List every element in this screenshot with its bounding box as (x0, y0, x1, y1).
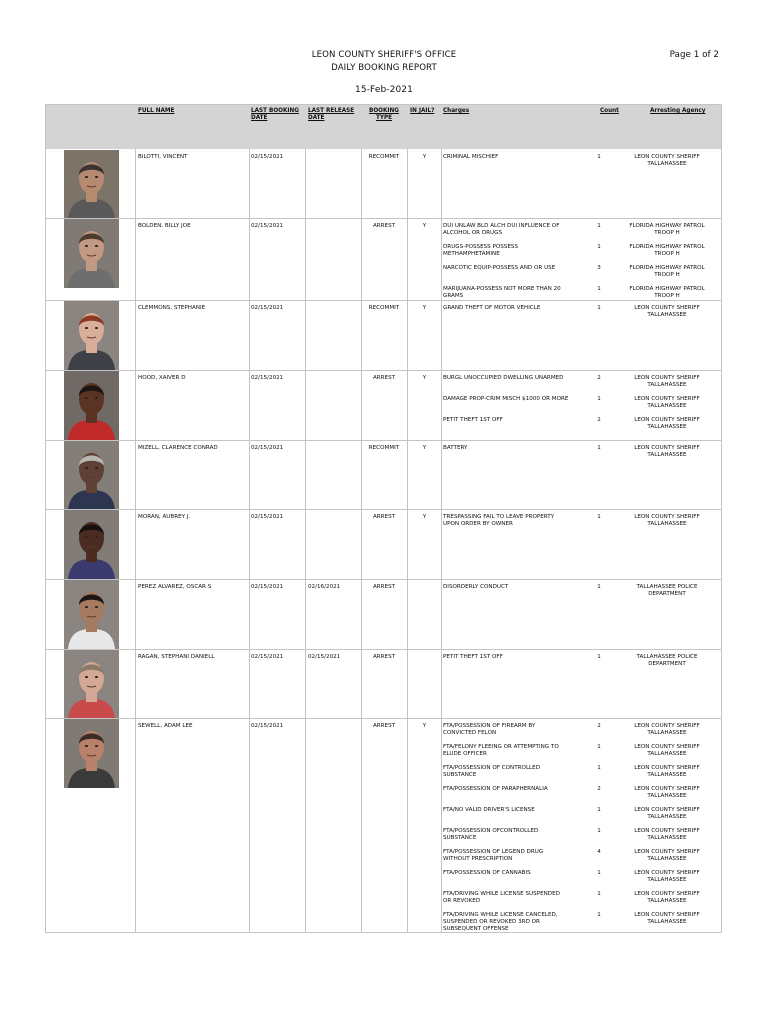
release-date: 02/15/2021 (308, 654, 341, 660)
col-header-name: FULL NAME (138, 108, 175, 114)
full-name: MIZELL, CLARENCE CONRAD (138, 445, 218, 451)
charge-description: DRUGS-POSSESS POSSESS METHAMPHETAMINE (443, 244, 518, 258)
charge-count: 2 (597, 786, 601, 792)
charge-description: FTA/NO VALID DRIVER'S LICENSE (443, 807, 535, 813)
row-divider (46, 370, 721, 371)
full-name: MORAN, AUBREY J. (138, 514, 191, 520)
in-jail: Y (422, 375, 427, 381)
row-divider (46, 509, 721, 510)
booking-type: ARREST (372, 514, 396, 520)
booking-date: 02/15/2021 (251, 305, 284, 311)
arresting-agency: FLORIDA HIGHWAY PATROL TROOP H (629, 265, 705, 279)
charge-description: DISORDERLY CONDUCT (443, 584, 509, 590)
charge-count: 1 (597, 744, 601, 750)
charge-description: FTA/POSSESSION OF FIREARM BY CONVICTED FELON (443, 723, 536, 737)
charge-description: PETIT THEFT 1ST OFF (443, 417, 503, 423)
arresting-agency: LEON COUNTY SHERIFF TALLAHASSEE (634, 396, 700, 410)
full-name: BILOTTI, VINCENT (138, 154, 188, 160)
charge-count: 1 (597, 396, 601, 402)
arresting-agency: FLORIDA HIGHWAY PATROL TROOP H (629, 223, 705, 237)
row-divider (46, 718, 721, 719)
mugshot-photo (64, 441, 119, 510)
mugshot-photo (64, 301, 119, 370)
in-jail: Y (422, 723, 427, 729)
in-jail: Y (422, 154, 427, 160)
charge-description: CRIMINAL MISCHIEF (443, 154, 499, 160)
arresting-agency: TALLAHASSEE POLICE DEPARTMENT (636, 584, 698, 598)
arresting-agency: LEON COUNTY SHERIFF TALLAHASSEE (634, 786, 700, 800)
col-header-count: Count (600, 108, 619, 114)
arresting-agency: LEON COUNTY SHERIFF TALLAHASSEE (634, 723, 700, 737)
row-divider (46, 218, 721, 219)
arresting-agency: FLORIDA HIGHWAY PATROL TROOP H (629, 286, 705, 300)
in-jail: Y (422, 445, 427, 451)
report-title: DAILY BOOKING REPORT (331, 63, 437, 73)
arresting-agency: LEON COUNTY SHERIFF TALLAHASSEE (634, 417, 700, 431)
charge-description: PETIT THEFT 1ST OFF (443, 654, 503, 660)
charge-count: 1 (597, 584, 601, 590)
charge-count: 1 (597, 223, 601, 229)
col-header-booking-date: LAST BOOKING DATE (251, 108, 299, 121)
mugshot-photo (64, 510, 119, 579)
row-divider (46, 440, 721, 441)
charge-description: FTA/POSSESSION OF CONTROLLED SUBSTANCE (443, 765, 541, 779)
full-name: CLEMMONS, STEPHANIE (138, 305, 206, 311)
charge-description: FTA/POSSESSION OF LEGEND DRUG WITHOUT PRESCRIPTION (443, 849, 544, 863)
booking-date: 02/15/2021 (251, 723, 284, 729)
charge-count: 1 (597, 912, 601, 918)
arresting-agency: FLORIDA HIGHWAY PATROL TROOP H (629, 244, 705, 258)
charge-count: 3 (597, 265, 601, 271)
mugshot-photo (64, 219, 119, 288)
booking-date: 02/15/2021 (251, 375, 284, 381)
arresting-agency: LEON COUNTY SHERIFF TALLAHASSEE (634, 514, 700, 528)
charge-count: 1 (597, 828, 601, 834)
arresting-agency: LEON COUNTY SHERIFF TALLAHASSEE (634, 445, 700, 459)
booking-date: 02/15/2021 (251, 223, 284, 229)
booking-type: ARREST (372, 223, 396, 229)
charge-description: BATTERY (443, 445, 468, 451)
booking-type: ARREST (372, 654, 396, 660)
charge-description: MARIJUANA-POSSESS NOT MORE THAN 20 GRAMS (443, 286, 561, 300)
report-date: 15-Feb-2021 (355, 85, 413, 95)
full-name: PEREZ ALVAREZ, OSCAR S (138, 584, 212, 590)
mugshot-photo (64, 650, 119, 719)
in-jail: Y (422, 223, 427, 229)
charge-description: FTA/POSSESSION OF CANNABIS (443, 870, 531, 876)
charge-count: 1 (597, 154, 601, 160)
charge-description: FTA/DRIVING WHILE LICENSE SUSPENDED OR REVOKED (443, 891, 560, 905)
charge-description: FTA/DRIVING WHILE LICENSE CANCELED, SUSPENDED OR REVOKED 3RD OR SUBSEQUENT OFFENSE (443, 912, 558, 933)
charge-description: TRESPASSING FAIL TO LEAVE PROPERTY UPON ORDER BY OWNER (443, 514, 555, 528)
arresting-agency: LEON COUNTY SHERIFF TALLAHASSEE (634, 765, 700, 779)
in-jail: Y (422, 514, 427, 520)
mugshot-photo (64, 371, 119, 440)
arresting-agency: TALLAHASSEE POLICE DEPARTMENT (636, 654, 698, 668)
arresting-agency: LEON COUNTY SHERIFF TALLAHASSEE (634, 375, 700, 389)
booking-type: RECOMMIT (368, 445, 400, 451)
charge-count: 1 (597, 286, 601, 292)
mugshot-photo (64, 719, 119, 788)
charge-count: 4 (597, 849, 601, 855)
booking-table (45, 104, 722, 933)
booking-date: 02/15/2021 (251, 154, 284, 160)
arresting-agency: LEON COUNTY SHERIFF TALLAHASSEE (634, 154, 700, 168)
office-title: LEON COUNTY SHERIFF'S OFFICE (311, 50, 457, 60)
arresting-agency: LEON COUNTY SHERIFF TALLAHASSEE (634, 828, 700, 842)
table-header (46, 105, 721, 149)
arresting-agency: LEON COUNTY SHERIFF TALLAHASSEE (634, 744, 700, 758)
charge-count: 2 (597, 375, 601, 381)
release-date: 02/16/2021 (308, 584, 341, 590)
charge-description: FTA/FELONY FLEEING OR ATTEMPTING TO ELUDE OFFICER (443, 744, 559, 758)
arresting-agency: LEON COUNTY SHERIFF TALLAHASSEE (634, 807, 700, 821)
charge-count: 1 (597, 445, 601, 451)
mugshot-photo (64, 150, 119, 219)
col-header-release-date: LAST RELEASE DATE (308, 108, 355, 121)
booking-type: ARREST (372, 375, 396, 381)
arresting-agency: LEON COUNTY SHERIFF TALLAHASSEE (634, 912, 700, 926)
row-divider (46, 579, 721, 580)
page-number: Page 1 of 2 (669, 50, 719, 60)
charge-description: FTA/POSSESSION OFCONTROLLED SUBSTANCE (443, 828, 539, 842)
arresting-agency: LEON COUNTY SHERIFF TALLAHASSEE (634, 849, 700, 863)
arresting-agency: LEON COUNTY SHERIFF TALLAHASSEE (634, 870, 700, 884)
charge-count: 1 (597, 244, 601, 250)
arresting-agency: LEON COUNTY SHERIFF TALLAHASSEE (634, 891, 700, 905)
charge-description: DAMAGE PROP-CRIM MISCH $1000 OR MORE (443, 396, 569, 402)
charge-count: 1 (597, 765, 601, 771)
charge-description: NARCOTIC EQUIP-POSSESS AND OR USE (443, 265, 556, 271)
booking-type: RECOMMIT (368, 154, 400, 160)
col-header-in-jail: IN JAIL? (410, 108, 435, 114)
col-header-agency: Arresting Agency (650, 108, 706, 114)
full-name: HOOD, XAIVER D (138, 375, 186, 381)
charge-count: 1 (597, 807, 601, 813)
col-header-booking-type: BOOKING TYPE (369, 108, 399, 121)
charge-count: 1 (597, 891, 601, 897)
charge-description: GRAND THEFT OF MOTOR VEHICLE (443, 305, 541, 311)
full-name: SEWELL, ADAM LEE (138, 723, 193, 729)
booking-date: 02/15/2021 (251, 514, 284, 520)
booking-type: ARREST (372, 723, 396, 729)
in-jail: Y (422, 305, 427, 311)
booking-type: ARREST (372, 584, 396, 590)
row-divider (46, 649, 721, 650)
charge-count: 2 (597, 723, 601, 729)
full-name: RAGAN, STEPHANI DANIELL (138, 654, 215, 660)
charge-count: 1 (597, 654, 601, 660)
full-name: BOLDEN, BILLY JOE (138, 223, 191, 229)
charge-description: BURGL UNOCCUPIED DWELLING UNARMED (443, 375, 564, 381)
mugshot-photo (64, 580, 119, 649)
charge-count: 1 (597, 514, 601, 520)
charge-description: DUI UNLAW BLD ALCH DUI INFLUENCE OF ALCOHOL OR DRUGS (443, 223, 560, 237)
row-divider (46, 218, 135, 219)
arresting-agency: LEON COUNTY SHERIFF TALLAHASSEE (634, 305, 700, 319)
col-header-charges: Charges (443, 108, 470, 114)
charge-count: 1 (597, 870, 601, 876)
charge-count: 2 (597, 417, 601, 423)
row-divider (46, 300, 721, 301)
charge-description: FTA/POSSESSION OF PARAPHERNALIA (443, 786, 548, 792)
charge-count: 1 (597, 305, 601, 311)
booking-type: RECOMMIT (368, 305, 400, 311)
booking-date: 02/15/2021 (251, 584, 284, 590)
booking-date: 02/15/2021 (251, 654, 284, 660)
booking-date: 02/15/2021 (251, 445, 284, 451)
